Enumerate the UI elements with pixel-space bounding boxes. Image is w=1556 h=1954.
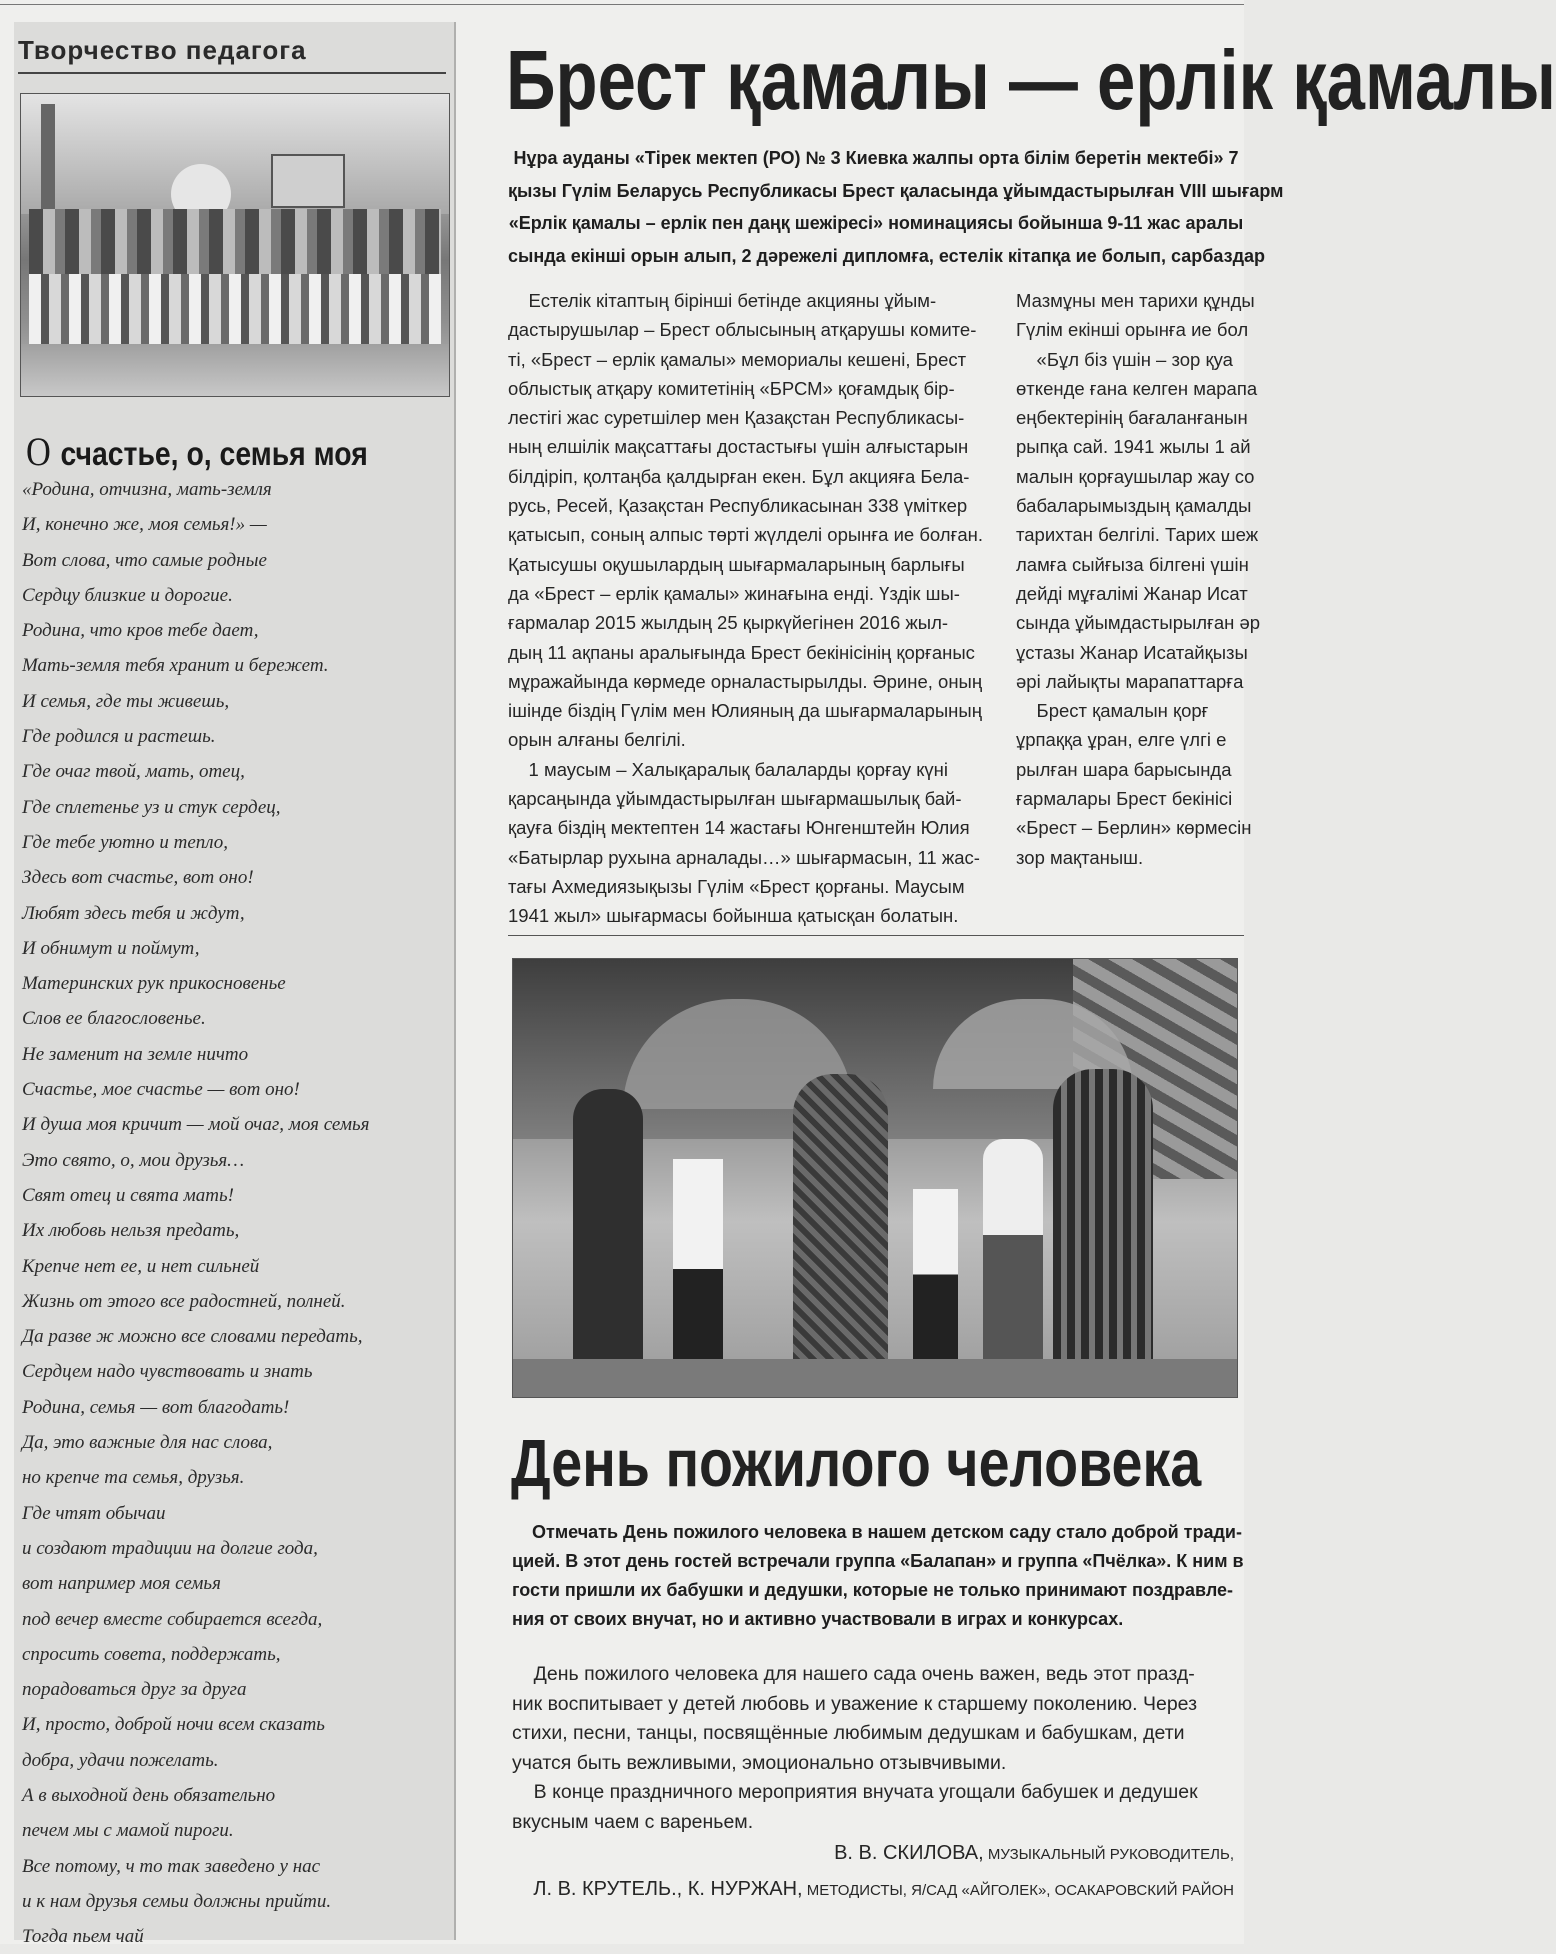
article2-lead bbox=[512, 1518, 1244, 1634]
signature-line-2 bbox=[533, 1872, 1234, 1908]
poem-line: И семья, где ты живешь, bbox=[22, 690, 230, 712]
text-line: ник воспитывает у детей любовь и уважение к старшему поколению. Через bbox=[512, 1692, 1198, 1715]
text-line: 1 маусым – Халықаралық балаларды қорғау күні bbox=[508, 758, 948, 780]
text-line: әрі лайықты марапаттарға bbox=[1016, 670, 1244, 692]
poem-line: Любят здесь тебя и ждут, bbox=[22, 902, 245, 924]
lead-line: қызы Гүлім Беларусь Республикасы Брест қаласында ұйымдастырылған VIII шығарм bbox=[508, 180, 1284, 201]
text-line: тарихтан белгілі. Тарих шеж bbox=[1016, 524, 1259, 546]
poem-line: порадоваться друг за друга bbox=[22, 1679, 247, 1701]
text-line: еңбектерінің бағаланғанын bbox=[1016, 407, 1248, 429]
signature-1-name: В. В. СКИЛОВА, bbox=[834, 1842, 984, 1864]
lead-line: Отмечать День пожилого человека в нашем детском саду стало доброй тради- bbox=[512, 1522, 1242, 1542]
text-line: учатся быть вежливыми, эмоционально отзывчивыми. bbox=[512, 1751, 1007, 1774]
signature-1-role: МУЗЫКАЛЬНЫЙ РУКОВОДИТЕЛЬ, bbox=[983, 1846, 1234, 1863]
article2-signature bbox=[533, 1836, 1234, 1908]
poem-line: Где очаг твой, мать, отец, bbox=[22, 761, 245, 783]
poem-line: И, просто, доброй ночи всем сказать bbox=[22, 1714, 325, 1736]
lead-line: гости пришли их бабушки и дедушки, которые не только принимают поздравле- bbox=[512, 1580, 1234, 1600]
text-line: ті, «Брест – ерлік қамалы» мемориалы кешені, Брест bbox=[508, 348, 967, 370]
text-line: ұрпаққа ұран, елге үлгі е bbox=[1016, 729, 1227, 751]
poem-line: Это свято, о, мои друзья… bbox=[22, 1149, 245, 1171]
poem-line: Крепче нет ее, и нет сильней bbox=[22, 1255, 260, 1277]
rubric-title: Творчество педагога bbox=[18, 35, 307, 65]
text-line: да «Брест – ерлік қамалы» жинағына енді. Үздік шы- bbox=[508, 582, 960, 604]
poem-line: Родина, что кров тебе дает, bbox=[22, 620, 259, 642]
text-line: рыпқа сай. 1941 жылы 1 ай bbox=[1016, 436, 1251, 458]
poem-line: И, конечно же, моя семья!» — bbox=[22, 514, 267, 536]
top-rule bbox=[0, 4, 1244, 5]
text-line: облыстық атқару комитетінің «БРСМ» қоғамдық бір- bbox=[508, 377, 955, 399]
poem-line: под вечер вместе собирается всегда, bbox=[22, 1608, 323, 1630]
poem-line: Счастье, мое счастье — вот оно! bbox=[22, 1079, 300, 1101]
text-line: рылған шара барысында bbox=[1016, 758, 1232, 780]
text-line: Гүлім екінші орынға ие бол bbox=[1016, 319, 1249, 341]
text-line: «Батырлар рухына арналады…» шығармасын, 11 жас- bbox=[508, 846, 980, 868]
text-line: тағы Ахмедиязықызы Гүлім «Брест қорғаны. Маусым bbox=[508, 875, 965, 897]
poem-line: Их любовь нельзя предать, bbox=[22, 1220, 240, 1242]
poem-line: И обнимут и поймут, bbox=[22, 937, 200, 959]
text-line: ғармалары Брест бекінісі bbox=[1016, 788, 1233, 810]
poem-line: Сердцем надо чувствовать и знать bbox=[22, 1361, 313, 1383]
poem-line: Не заменит на земле ничто bbox=[22, 1043, 249, 1065]
lead-line: ния от своих внучат, но и активно участвовали в играх и конкурсах. bbox=[512, 1609, 1124, 1629]
poem-line: И душа моя кричит — мой очаг, моя семья bbox=[22, 1114, 370, 1136]
poem-title-dropcap: О bbox=[26, 429, 51, 474]
poem-line: Где родился и растешь. bbox=[22, 726, 216, 748]
text-line: «Бұл біз үшін – зор қуа bbox=[1016, 348, 1233, 370]
poem-line: Все потому, ч то так заведено у нас bbox=[22, 1855, 321, 1877]
lead-line: сында екінші орын алып, 2 дәрежелі дипломға, естелік кітапқа ие болып, сарбаздар bbox=[508, 245, 1266, 266]
text-line: вкусным чаем с вареньем. bbox=[512, 1810, 754, 1833]
poem-line: спросить совета, поддержать, bbox=[22, 1643, 281, 1665]
text-line: Естелік кітаптың бірінші бетінде акцияны ұйым- bbox=[508, 290, 937, 311]
rubric-rule bbox=[18, 72, 446, 74]
poem-line: Свят отец и свята мать! bbox=[22, 1184, 234, 1206]
text-line: ламға сыйғыза білгені үшін bbox=[1016, 553, 1249, 575]
text-line: дастырушылар – Брест облысының атқарушы комите- bbox=[508, 319, 977, 341]
poem-line: Родина, семья — вот благодать! bbox=[22, 1396, 290, 1418]
text-line: қарсаңында ұйымдастырылған шығармашылық бай- bbox=[508, 788, 962, 810]
signature-2-role: МЕТОДИСТЫ, Я/САД «АЙГОЛЕК», ОСАКАРОВСКИЙ РАЙОН bbox=[802, 1882, 1234, 1899]
lead-line: цией. В этот день гостей встречали группа «Балапан» и группа «Пчёлка». К ним в bbox=[512, 1551, 1244, 1571]
text-line: День пожилого человека для нашего сада очень важен, ведь этот празд- bbox=[512, 1663, 1195, 1685]
text-line: сында ұйымдастырылған әр bbox=[1016, 612, 1261, 634]
text-line: Брест қамалын қорғ bbox=[1016, 700, 1209, 722]
text-line: бабаларымыздың қамалды bbox=[1016, 495, 1252, 517]
text-line: русь, Ресей, Қазақстан Республикасынан 338 үміткер bbox=[508, 495, 968, 517]
text-line: малын қорғаушылар жау со bbox=[1016, 465, 1255, 487]
text-line: өткенде ғана келген марапа bbox=[1016, 377, 1258, 399]
poem-line: Сердцу близкие и дорогие. bbox=[22, 584, 233, 606]
poem-line: Вот слова, что самые родные bbox=[22, 549, 267, 571]
text-line: ұстазы Жанар Исатайқызы bbox=[1016, 641, 1248, 663]
poem-line: «Родина, отчизна, мать-земля bbox=[22, 479, 272, 500]
poem-line: Жизнь от этого все радостней, полней. bbox=[22, 1290, 346, 1312]
poem-line: Да, это важные для нас слова, bbox=[22, 1432, 273, 1454]
text-line: стихи, песни, танцы, посвящённые любимым дедушкам и бабушкам, дети bbox=[512, 1722, 1185, 1744]
children-group-photo bbox=[20, 93, 450, 397]
text-line: ішінде біздің Гүлім мен Юлияның да шығармаларының bbox=[508, 700, 982, 722]
poem-line: Здесь вот счастье, вот оно! bbox=[22, 867, 254, 889]
poem-line: Где сплетенье уз и стук сердец, bbox=[22, 796, 281, 818]
lead-line: Нұра ауданы «Тірек мектеп (РО) № 3 Киевка жалпы орта білім беретін мектебі» 7 bbox=[513, 148, 1239, 168]
article2-body bbox=[512, 1660, 1237, 1837]
text-line: Мазмұны мен тарихи құнды bbox=[1016, 290, 1255, 311]
article1-column-b bbox=[1016, 286, 1261, 872]
poem-line: но крепче та семья, друзья. bbox=[22, 1467, 245, 1489]
poem-line: печем мы с мамой пироги. bbox=[22, 1820, 234, 1842]
text-line: қатысып, соның алпыс төрті жүлделі орынға ие болған. bbox=[508, 524, 983, 546]
poem-line: А в выходной день обязательно bbox=[22, 1784, 276, 1806]
text-line: ның елшілік мақсаттағы достастығы үшін алғыстарын bbox=[508, 436, 969, 458]
article1-column-a bbox=[508, 286, 984, 931]
poem-line: Тогда пьем чай bbox=[22, 1926, 144, 1948]
poem-body bbox=[22, 472, 442, 1954]
poem-line: Материнских рук прикосновенье bbox=[22, 973, 286, 995]
text-line: 1941 жыл» шығармасы бойынша қатысқан болатын. bbox=[508, 905, 959, 927]
elderly-day-group-photo bbox=[512, 958, 1238, 1398]
article-separator bbox=[508, 935, 1244, 936]
poem-title bbox=[26, 428, 368, 475]
poem-title-text: счастье, о, семья моя bbox=[52, 435, 368, 472]
text-line: зор мақтаныш. bbox=[1016, 846, 1144, 868]
text-line: Қатысушы оқушылардың шығармаларының барлығы bbox=[508, 553, 965, 575]
text-line: В конце праздничного мероприятия внучата угощали бабушек и дедушек bbox=[512, 1781, 1198, 1803]
text-line: білдіріп, қолтаңба қалдырған екен. Бұл акцияға Бела- bbox=[508, 465, 970, 487]
text-line: ғармалар 2015 жылдың 25 қыркүйегінен 2016 жыл- bbox=[508, 612, 949, 634]
text-line: дың 11 ақпаны аралығында Брест бекінісінің қорғаныс bbox=[508, 641, 975, 663]
poem-line: Слов ее благословенье. bbox=[22, 1008, 206, 1030]
text-line: қауға біздің мектептен 14 жастағы Юнгенштейн Юлия bbox=[508, 817, 970, 839]
signature-line-1 bbox=[533, 1836, 1234, 1872]
poem-line: и к нам друзья семьи должны прийти. bbox=[22, 1890, 332, 1912]
article2-headline: День пожилого человека bbox=[511, 1426, 1202, 1501]
poem-line: Где тебе уютно и тепло, bbox=[22, 831, 229, 853]
poem-line: вот например моя семья bbox=[22, 1573, 221, 1595]
article1-lead bbox=[508, 142, 1284, 272]
poem-line: и создают традиции на долгие года, bbox=[22, 1537, 318, 1559]
poem-line: добра, удачи пожелать. bbox=[22, 1749, 219, 1771]
lead-line: «Ерлік қамалы – ерлік пен даңқ шежіресі» номинациясы бойынша 9-11 жас аралы bbox=[508, 213, 1244, 233]
poem-line: Да разве ж можно все словами передать, bbox=[22, 1326, 363, 1348]
text-line: орын алғаны белгілі. bbox=[508, 729, 686, 751]
text-line: мұражайында көрмеде орналастырылды. Әрине, оның bbox=[508, 670, 983, 692]
poem-line: Где чтят обычаи bbox=[22, 1502, 166, 1524]
poem-line: Мать-земля тебя хранит и бережет. bbox=[22, 655, 329, 677]
article1-headline: Брест қамалы — ерлік қамалы bbox=[506, 33, 1556, 127]
text-line: лестігі жас суретшілер мен Қазақстан Республикасы- bbox=[508, 407, 965, 429]
signature-2-name: Л. В. КРУТЕЛЬ., К. НУРЖАН, bbox=[533, 1878, 803, 1900]
text-line: «Брест – Берлин» көрмесін bbox=[1016, 817, 1252, 839]
text-line: дейді мұғалімі Жанар Исат bbox=[1016, 582, 1248, 604]
